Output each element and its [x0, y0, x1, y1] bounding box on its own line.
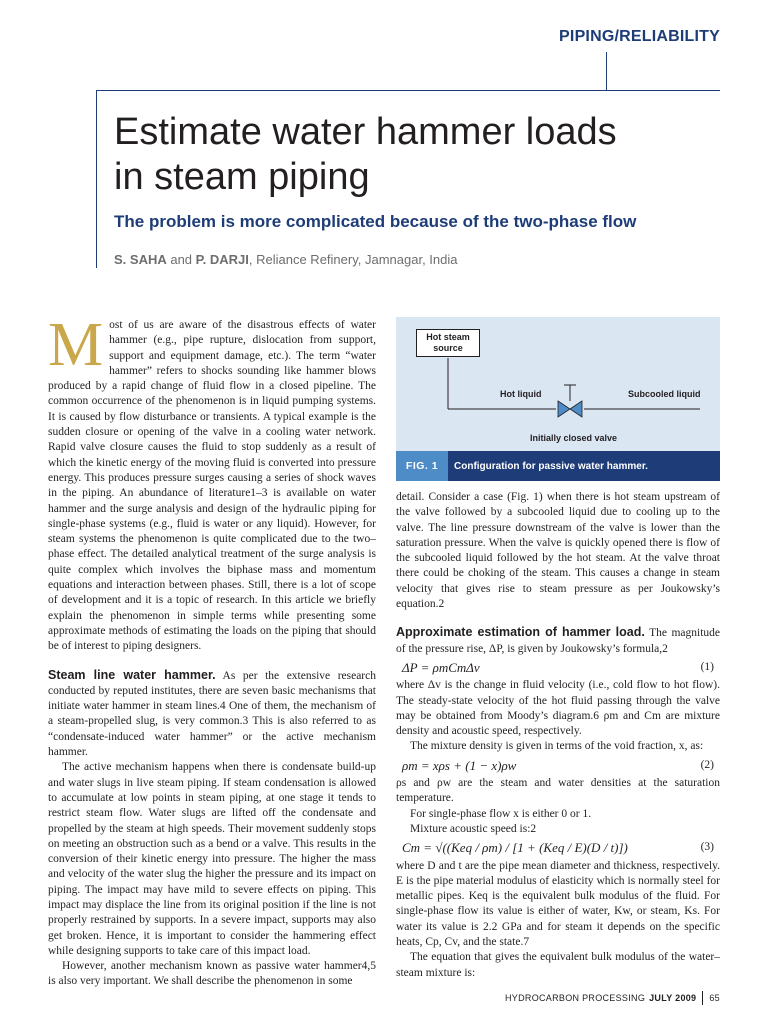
equation-2 — [396, 755, 720, 776]
right-column — [396, 490, 720, 981]
hammer-load-text: The magnitude of the pressure rise, ΔP, is given by Joukowsky’s formula,2 — [396, 627, 720, 655]
equation-3-number: (3) — [700, 841, 714, 854]
steam-line-text: As per the extensive research conducted by reputed institutes, there are seven basic mechanisms that initiate water hammer in steam lines.4 One of them, the mechanism of a steam-propelled slug, is very common.3 This is also referred to as “condensate-induced water hammer” or the active mechanism hammer. — [48, 669, 376, 759]
valve-right — [570, 401, 582, 417]
figure-number: FIG. 1 — [396, 451, 448, 481]
equation-3-body: Cm = √((Keq / ρm) / [1 + (Keq / E)(D / t)]) — [402, 840, 628, 856]
tag-divider — [606, 52, 607, 90]
affiliation: , Reliance Refinery, Jamnagar, India — [248, 252, 458, 267]
acoustic-speed-paragraph: Mixture acoustic speed is:2 — [410, 822, 537, 835]
box-label-line-1: Hot steam — [426, 332, 470, 342]
valve-label: Initially closed valve — [530, 433, 618, 443]
page-number: 65 — [709, 993, 720, 1003]
passive-mechanism-paragraph: However, another mechanism known as passive water hammer4,5 is also very important. We shall describe the phenomenon in some — [48, 960, 376, 988]
velocity-paragraph: where Δv is the change in fluid velocity (i.e., cold flow to hot flow). The steady-state velocity of the hot fluid passing through the valve may be obtained from Moody’s diagram.6 ρm and Cm are mixture density and acoustic speed, respectively. — [396, 679, 720, 738]
continuation-paragraph: detail. Consider a case (Fig. 1) when there is hot steam upstream of the valve followed by a subcooled liquid due to cooling up to the valve. The line pressure downstream of the valve is lower than the saturation pressure. When the valve is quickly opened there is flow of the subcooled liquid followed by the hot steam. At the valve throat there could be choking of the steam. This causes a change in steam velocity that gives rise to steam pressure as per Joukowsky’s equation.2 — [396, 491, 720, 611]
publication-name: HYDROCARBON PROCESSING — [505, 993, 646, 1003]
section-heading-steam-line: Steam line water hammer. — [48, 667, 216, 682]
left-column — [48, 311, 376, 990]
figure-diagram — [396, 317, 720, 451]
densities-paragraph: ρs and ρw are the steam and water densities at the saturation temperature. — [396, 777, 720, 805]
figure-caption-bar — [396, 451, 720, 481]
mixture-density-paragraph: The mixture density is given in terms of the void fraction, x, as: — [410, 740, 704, 753]
pipe-properties-paragraph: where D and t are the pipe mean diameter and thickness, respectively. E is the pipe material modulus of elasticity which is normally steel for metallic pipes. Keq is the equivalent bulk modulus of the fluid. For single-phase flow its value is either of water, Kw, or steam, Ks. For water its value is 2.2 GPa and for steam it depends on the specific heats, Cp, Cv, and the state.7 — [396, 859, 720, 949]
intro-text: ost of us are aware of the disastrous effects of water hammer (e.g., pipe rupture, dislocation from support, support and equipment damage, etc.). The term “water hammer” refers to shocks sounding like hammer blows produced by a rapid change of fluid flow in a closed pipeline. The common occurrence of the phenomenon is in liquid pumping systems. It is caused by flow disturbance or transients. A typical example is the sudden closure or opening of the valve in a cooling water network. Rapid valve closure causes the fluid to stop suddenly as a result of which the kinetic energy of the moving fluid is converted into pressure energy. This produces pressure surges causing a series of shock waves in the piping. An abundance of literature1–3 is available on water hammer and the surge analysis and design of the hydraulic piping for single-phase systems (e.g., fluid is water or any liquid). However, for steam systems the phenomenon is quite complicated due to the two–phase effect. The detailed analytical treatment of the surge analysis is quite complex which involves the biphase mass and momentum equations and interaction between phases. Still, there is a lot of scope of development and it is a topic of research. In this article we briefly explain the phenomenon in simple terms while presenting some approximate methods of estimating the loads on the piping that should be of interest to piping designers. — [48, 319, 376, 653]
equation-2-number: (2) — [700, 758, 714, 771]
equation-2-body: ρm = xρs + (1 − x)ρw — [402, 757, 517, 773]
bulk-modulus-paragraph: The equation that gives the equivalent bulk modulus of the water–steam mixture is: — [396, 951, 720, 979]
issue-date: JULY 2009 — [649, 993, 697, 1003]
equation-1 — [396, 657, 720, 678]
box-label-line-2: source — [433, 343, 463, 353]
hammer-load-paragraph — [396, 625, 720, 657]
figure-caption: Configuration for passive water hammer. — [454, 460, 648, 472]
page-footer — [505, 991, 720, 1005]
equation-1-body: ΔP = ρmCmΔv — [402, 659, 480, 675]
title-line-1: Estimate water hammer loads — [114, 111, 617, 153]
subcooled-liquid-label: Subcooled liquid — [628, 389, 701, 399]
equation-3 — [396, 837, 720, 858]
section-heading-hammer-load: Approximate estimation of hammer load. — [396, 625, 645, 640]
side-rule — [96, 90, 97, 268]
section-tag: PIPING/RELIABILITY — [559, 28, 720, 45]
steam-line-paragraph — [48, 668, 376, 761]
footer-divider — [702, 991, 703, 1005]
author-1: S. SAHA — [114, 252, 167, 267]
equation-1-number: (1) — [700, 660, 714, 673]
byline-and: and — [166, 252, 196, 267]
single-phase-paragraph: For single-phase flow x is either 0 or 1. — [410, 807, 592, 820]
article-title — [114, 110, 734, 200]
drop-cap: M — [48, 311, 104, 379]
author-2: P. DARJI — [195, 252, 249, 267]
intro-paragraph — [48, 311, 376, 655]
title-line-2: in steam piping — [114, 156, 370, 198]
figure-1 — [396, 317, 720, 481]
top-rule — [96, 90, 720, 91]
active-mechanism-paragraph: The active mechanism happens when there is condensate build-up and water slugs in live steam piping. If steam condensation is allowed to accumulate at low points in steam piping, at one stage it tends to restrict steam flow. Water slugs are lifted off the condensate and propelled by the steam at high speeds. Their movement suddenly stops on meeting an obstruction such as a bend or a valve. This results in the conversion of their kinetic energy into pressure. The higher the mass and velocity of the water slug the higher the pressure and its impact on piping. The impact may have mild to severe effects on piping. This impact may displace the line from its original position if the line is not properly restrained by supports. In a severe impact, supports may also get broken. Hence, it is important to consider the hammering effect while designing supports to take care of this impact load. — [48, 761, 376, 957]
hot-liquid-label: Hot liquid — [500, 389, 542, 399]
byline — [114, 252, 734, 267]
hot-steam-source-box — [416, 329, 480, 357]
article-subtitle: The problem is more complicated because of the two-phase flow — [114, 212, 637, 231]
valve-left — [558, 401, 570, 417]
